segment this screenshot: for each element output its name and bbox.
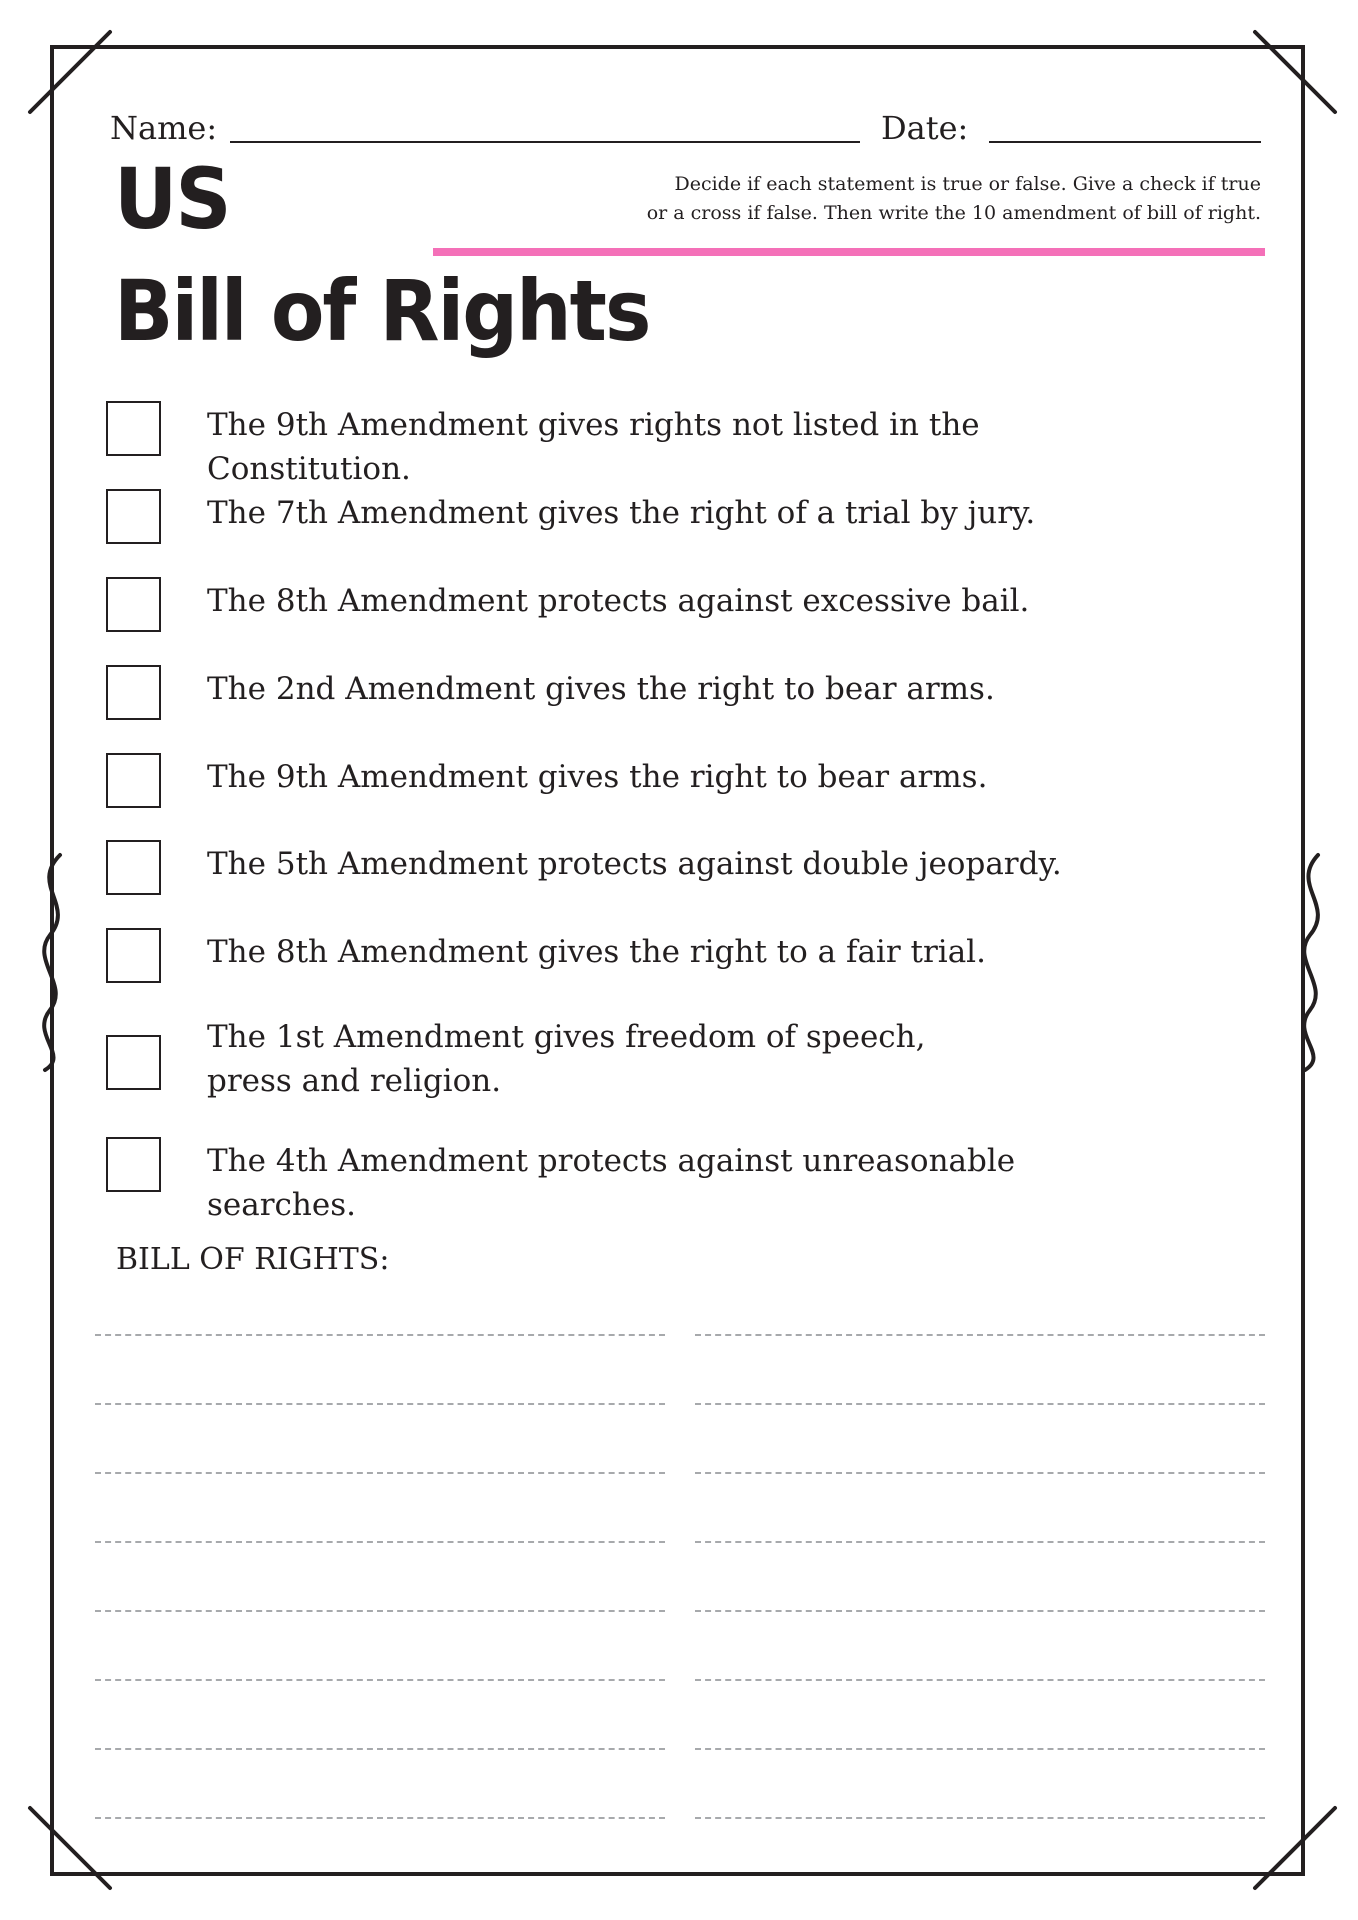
writing-line[interactable]	[95, 1541, 665, 1543]
statement-row	[106, 1015, 1206, 1103]
page-title-bill-of-rights: Bill of Rights	[114, 263, 650, 361]
writing-line[interactable]	[695, 1334, 1265, 1336]
writing-line[interactable]	[95, 1610, 665, 1612]
writing-line[interactable]	[695, 1541, 1265, 1543]
right-squiggle	[1304, 855, 1318, 1070]
instructions	[621, 170, 1261, 228]
statement-row	[106, 665, 1206, 720]
statement-row	[106, 489, 1206, 544]
statement-text: The 9th Amendment gives rights not listed in the Constitution.	[207, 407, 980, 487]
statement-text: The 8th Amendment gives the right to a fair trial.	[207, 934, 986, 970]
pink-divider	[433, 248, 1265, 256]
statement-checkbox[interactable]	[106, 928, 161, 983]
statement-checkbox[interactable]	[106, 840, 161, 895]
writing-line[interactable]	[695, 1610, 1265, 1612]
name-label: Name:	[110, 109, 218, 147]
date-label: Date:	[881, 109, 969, 147]
statement-text: The 9th Amendment gives the right to bear arms.	[207, 759, 988, 795]
writing-line[interactable]	[95, 1403, 665, 1405]
writing-line[interactable]	[695, 1472, 1265, 1474]
statement-row	[106, 840, 1206, 895]
writing-line[interactable]	[695, 1748, 1265, 1750]
writing-line[interactable]	[695, 1817, 1265, 1819]
statement-text: The 7th Amendment gives the right of a trial by jury.	[207, 495, 1036, 531]
statement-checkbox[interactable]	[106, 489, 161, 544]
statement-text: The 8th Amendment protects against excessive bail.	[207, 583, 1030, 619]
instructions-line-2: or a cross if false. Then write the 10 amendment of bill of right.	[646, 202, 1261, 224]
statement-text: The 5th Amendment protects against double jeopardy.	[207, 846, 1062, 882]
statement-row	[106, 577, 1206, 632]
writing-line[interactable]	[95, 1748, 665, 1750]
statement-text: The 2nd Amendment gives the right to bear arms.	[207, 671, 995, 707]
writing-line[interactable]	[95, 1817, 665, 1819]
writing-line[interactable]	[95, 1472, 665, 1474]
writing-line[interactable]	[695, 1403, 1265, 1405]
writing-line[interactable]	[95, 1679, 665, 1681]
statement-row	[106, 753, 1206, 808]
name-field[interactable]	[230, 141, 860, 143]
statement-text: The 1st Amendment gives freedom of speech, press and religion.	[207, 1019, 926, 1099]
instructions-line-1: Decide if each statement is true or false. Give a check if true	[674, 173, 1261, 195]
statement-checkbox[interactable]	[106, 1137, 161, 1192]
statement-row	[106, 1137, 1206, 1227]
statement-checkbox[interactable]	[106, 753, 161, 808]
bill-of-rights-label: BILL OF RIGHTS:	[116, 1242, 390, 1277]
statement-checkbox[interactable]	[106, 1035, 161, 1090]
writing-line[interactable]	[695, 1679, 1265, 1681]
statement-checkbox[interactable]	[106, 665, 161, 720]
date-field[interactable]	[989, 141, 1261, 143]
page-title-us: US	[114, 151, 230, 249]
statement-row	[106, 928, 1206, 983]
statement-checkbox[interactable]	[106, 577, 161, 632]
statement-row	[106, 401, 1206, 491]
statement-checkbox[interactable]	[106, 401, 161, 456]
statement-text: The 4th Amendment protects against unreasonable searches.	[207, 1143, 1016, 1223]
writing-line[interactable]	[95, 1334, 665, 1336]
